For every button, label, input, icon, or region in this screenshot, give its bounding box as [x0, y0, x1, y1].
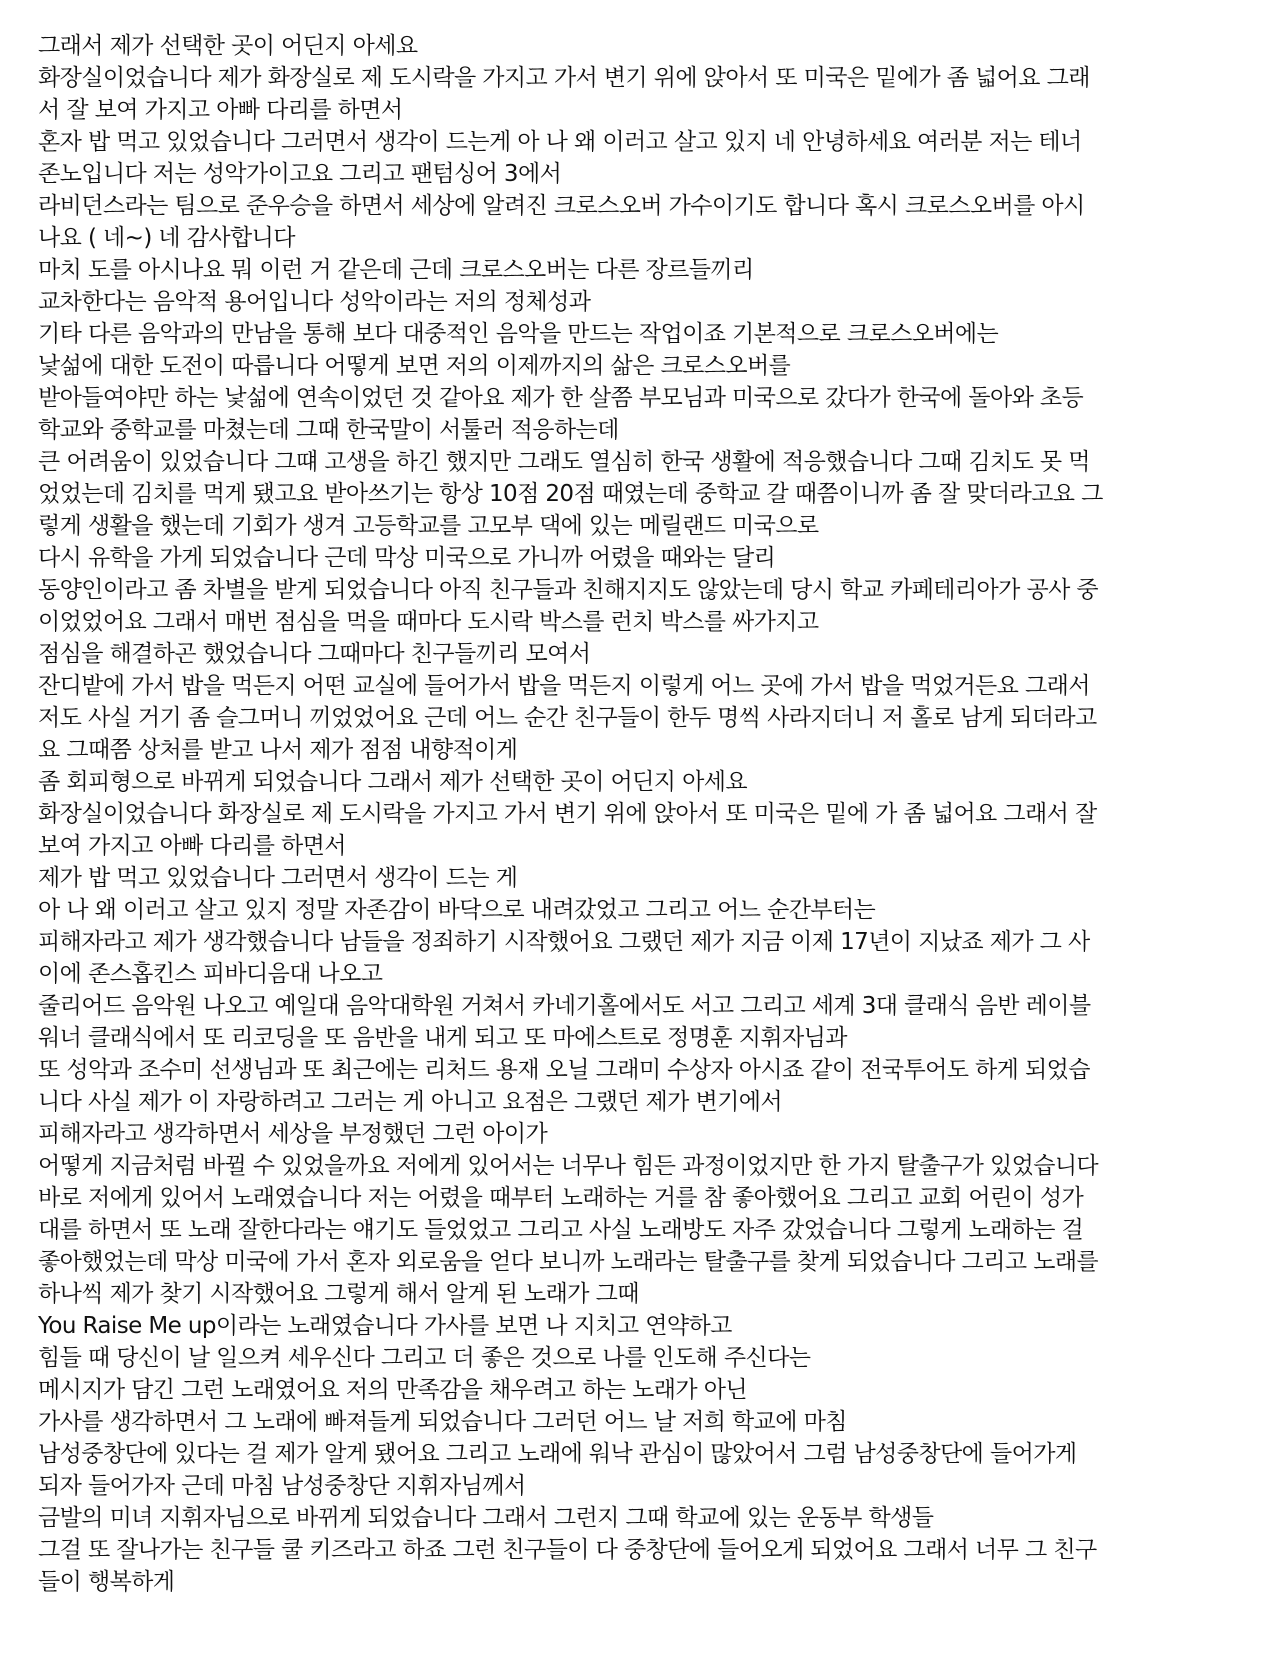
text-line: 바로 저에게 있어서 노래였습니다 저는 어렸을 때부터 노래하는 거를 참 좋아했어요 그리고 교회 어린이 성가 [38, 1185, 1084, 1211]
text-line: 혼자 밥 먹고 있었습니다 그러면서 생각이 드는게 아 나 왜 이러고 살고 있지 네 안녕하세요 여러분 저는 테너 [38, 129, 1082, 155]
text-line: 대를 하면서 또 노래 잘한다라는 얘기도 들었었고 그리고 사실 노래방도 자주 갔었습니다 그렇게 노래하는 걸 [38, 1217, 1084, 1243]
text-line: 학교와 중학교를 마쳤는데 그때 한국말이 서툴러 적응하는데 [38, 417, 619, 443]
text-line: 워너 클래식에서 또 리코딩을 또 음반을 내게 되고 또 마에스트로 정명훈 지휘자님과 [38, 1025, 847, 1051]
text-line: 피해자라고 제가 생각했습니다 남들을 정죄하기 시작했어요 그랬던 제가 지금 이제 17년이 지났죠 제가 그 사 [38, 929, 1090, 955]
text-line: 금발의 미녀 지휘자님으로 바뀌게 되었습니다 그래서 그런지 그때 학교에 있는 운동부 학생들 [38, 1505, 934, 1531]
text-line: 점심을 해결하곤 했었습니다 그때마다 친구들끼리 모여서 [38, 641, 591, 667]
text-line: 제가 밥 먹고 있었습니다 그러면서 생각이 드는 게 [38, 865, 518, 891]
text-line: 화장실이었습니다 제가 화장실로 제 도시락을 가지고 가서 변기 위에 앉아서 또 미국은 밑에가 좀 넓어요 그래 [38, 65, 1090, 91]
text-line: 나요 ( 네~) 네 감사합니다 [38, 225, 295, 251]
text-line: 서 잘 보여 가지고 아빠 다리를 하면서 [38, 97, 403, 123]
text-line: 낯섦에 대한 도전이 따릅니다 어떻게 보면 저의 이제까지의 삶은 크로스오버를 [38, 353, 791, 379]
text-line: 보여 가지고 아빠 다리를 하면서 [38, 833, 346, 859]
text-line: 큰 어려움이 있었습니다 그떄 고생을 하긴 했지만 그래도 열심히 한국 생활에 적응했습니다 그때 김치도 못 먹 [38, 449, 1090, 475]
text-line: 니다 사실 제가 이 자랑하려고 그러는 게 아니고 요점은 그랬던 제가 변기에서 [38, 1089, 782, 1115]
text-line: 줄리어드 음악원 나오고 예일대 음악대학원 거쳐서 카네기홀에서도 서고 그리고 세계 3대 클래식 음반 레이블 [38, 993, 1091, 1019]
text-line: 받아들여야만 하는 낯섦에 연속이었던 것 같아요 제가 한 살쯤 부모님과 미국으로 갔다가 한국에 돌아와 초등 [38, 385, 1084, 411]
text-line: 동양인이라고 좀 차별을 받게 되었습니다 아직 친구들과 친해지지도 않았는데 당시 학교 카페테리아가 공사 중 [38, 577, 1099, 603]
text-line: 피해자라고 생각하면서 세상을 부정했던 그런 아이가 [38, 1121, 548, 1147]
text-line: 그래서 제가 선택한 곳이 어딘지 아세요 [38, 33, 418, 59]
text-line: 힘들 때 당신이 날 일으켜 세우신다 그리고 더 좋은 것으로 나를 인도해 주신다는 [38, 1345, 811, 1371]
text-line: 라비던스라는 팀으로 준우승을 하면서 세상에 알려진 크로스오버 가수이기도 합니다 혹시 크로스오버를 아시 [38, 193, 1085, 219]
text-line: 또 성악과 조수미 선생님과 또 최근에는 리처드 용재 오닐 그래미 수상자 아시죠 같이 전국투어도 하게 되었습 [38, 1057, 1090, 1083]
text-line: 존노입니다 저는 성악가이고요 그리고 팬텀싱어 3에서 [38, 161, 562, 187]
text-line: 화장실이었습니다 화장실로 제 도시락을 가지고 가서 변기 위에 앉아서 또 미국은 밑에 가 좀 넓어요 그래서 잘 [38, 801, 1097, 827]
text-line: 마치 도를 아시나요 뭐 이런 거 같은데 근데 크로스오버는 다른 장르들끼리 [38, 257, 754, 283]
transcript-document [38, 30, 1248, 1598]
text-line: 다시 유학을 가게 되었습니다 근데 막상 미국으로 가니까 어렸을 때와는 달리 [38, 545, 776, 571]
text-line: 가사를 생각하면서 그 노래에 빠져들게 되었습니다 그러던 어느 날 저희 학교에 마침 [38, 1409, 847, 1435]
text-line: 잔디밭에 가서 밥을 먹든지 어떤 교실에 들어가서 밥을 먹든지 이렇게 어느 곳에 가서 밥을 먹었거든요 그래서 [38, 673, 1090, 699]
text-line: 이었었어요 그래서 매번 점심을 먹을 때마다 도시락 박스를 런치 박스를 싸가지고 [38, 609, 819, 635]
text-line: 좀 회피형으로 바뀌게 되었습니다 그래서 제가 선택한 곳이 어딘지 아세요 [38, 769, 747, 795]
text-line: 아 나 왜 이러고 살고 있지 정말 자존감이 바닥으로 내려갔었고 그리고 어느 순간부터는 [38, 897, 876, 923]
text-line: 렇게 생활을 했는데 기회가 생겨 고등학교를 고모부 댁에 있는 메릴랜드 미국으로 [38, 513, 819, 539]
text-line: 그걸 또 잘나가는 친구들 쿨 키즈라고 하죠 그런 친구들이 다 중창단에 들어오게 되었어요 그래서 너무 그 친구 [38, 1537, 1097, 1563]
text-line: 었었는데 김치를 먹게 됐고요 받아쓰기는 항상 10점 20점 때였는데 중학교 갈 때쯤이니까 좀 잘 맞더라고요 그 [38, 481, 1103, 507]
text-line: 저도 사실 거기 좀 슬그머니 끼었었어요 근데 어느 순간 친구들이 한두 명씩 사라지더니 저 홀로 남게 되더라고 [38, 705, 1097, 731]
text-line: 요 그때쯤 상처를 받고 나서 제가 점점 내향적이게 [38, 737, 518, 763]
text-line: 좋아했었는데 막상 미국에 가서 혼자 외로움을 얻다 보니까 노래라는 탈출구를 찾게 되었습니다 그리고 노래를 [38, 1249, 1099, 1275]
text-line: 메시지가 담긴 그런 노래였어요 저의 만족감을 채우려고 하는 노래가 아닌 [38, 1377, 747, 1403]
text-line: 교차한다는 음악적 용어입니다 성악이라는 저의 정체성과 [38, 289, 591, 315]
text-line: 들이 행복하게 [38, 1569, 175, 1595]
text-line: 되자 들어가자 근데 마침 남성중창단 지휘자님께서 [38, 1473, 526, 1499]
text-line: 기타 다른 음악과의 만남을 통해 보다 대중적인 음악을 만드는 작업이죠 기본적으로 크로스오버에는 [38, 321, 999, 347]
text-line: 이에 존스홉킨스 피바디음대 나오고 [38, 961, 383, 987]
text-line: 어떻게 지금처럼 바뀔 수 있었을까요 저에게 있어서는 너무나 힘든 과정이었지만 한 가지 탈출구가 있었습니다 [38, 1153, 1099, 1179]
text-line: 남성중창단에 있다는 걸 제가 알게 됐어요 그리고 노래에 워낙 관심이 많았어서 그럼 남성중창단에 들어가게 [38, 1441, 1077, 1467]
text-line: 하나씩 제가 찾기 시작했어요 그렇게 해서 알게 된 노래가 그때 [38, 1281, 639, 1307]
text-line: You Raise Me up이라는 노래였습니다 가사를 보면 나 지치고 연약하고 [38, 1313, 732, 1339]
